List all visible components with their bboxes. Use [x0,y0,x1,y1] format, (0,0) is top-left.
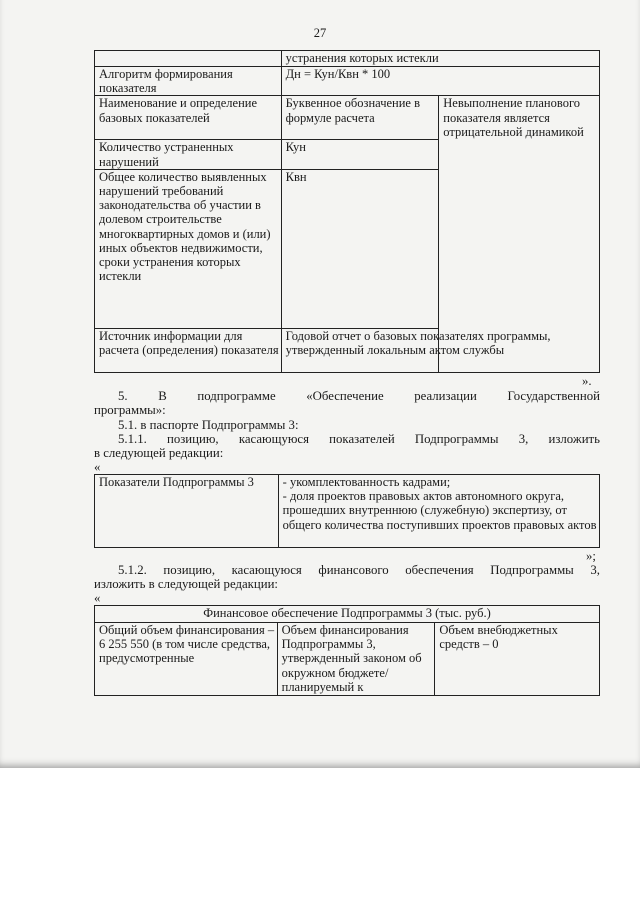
cell-total-financing: Общий объем финансирования – 6 255 550 (в том числе средства, предусмотренные [95,623,278,696]
cell-source-label: Источник информации для расчета (определения) показателя [95,328,282,372]
cell-extrabudget: Объем внебюджетных средств – 0 [435,623,600,696]
financing-table [94,605,600,696]
cell-indicators-label: Показатели Подпрограммы 3 [95,475,279,548]
paragraph-5-1: 5.1. в паспорте Подпрограммы 3: [118,418,299,432]
cell-count-label: Количество устраненных нарушений [95,140,282,169]
cell-empty [95,51,282,67]
indicators-table [94,474,600,548]
cell-count-code: Кун [281,140,439,169]
indicator-item-1: - укомплектованность кадрами; [282,475,451,489]
paragraph-5-1-1-line1: 5.1.1. позицию, касающуюся показателей Подпрограммы 3, изложить [118,432,600,446]
closing-quote-2: »; [586,549,596,563]
opening-quote-2: « [94,460,101,474]
indicator-table [94,50,600,373]
cell-indicators-list [278,475,599,548]
cell-note: Невыполнение планового показателя является отрицательной динамикой [439,96,600,372]
paragraph-5-1-2-line2: изложить в следующей редакции: [94,577,278,591]
cell-source-value: Годовой отчет о базовых показателях программы, утвержденный локальным актом службы [281,328,599,372]
paragraph-5-line1: 5. В подпрограмме «Обеспечение реализации Государственной [118,389,600,403]
cell-total-code: Квн [281,169,439,328]
opening-quote-3: « [94,591,101,605]
paragraph-5-1-2-line1: 5.1.2. позицию, касающуюся финансового обеспечения Подпрограммы 3, [118,563,600,577]
cell-approved-financing: Объем финансирования Подпрограммы 3, утвержденный законом об окружном бюджете/ планируемый к [277,623,435,696]
paragraph-5-1-1-line2: в следующей редакции: [94,446,224,460]
cell-algo-formula: Дн = Кун/Квн * 100 [281,67,599,96]
cell-total-label: Общее количество выявленных нарушений требований законодательства об участии в долевом строительстве многоквартирных домов и (или) иных объектов недвижимости, сроки устранения которых истекли [95,169,282,328]
paragraph-5-line2: программы»: [94,403,166,417]
cell-financing-header: Финансовое обеспечение Подпрограммы 3 (тыс. руб.) [95,606,600,623]
indicator-item-2: - доля проектов правовых актов автономного округа, прошедших внутреннюю (служебную) экспертизу, от общего количества поступивших проектов правовых актов [282,489,597,532]
cell-name-label: Наименование и определение базовых показателей [95,96,282,140]
cell-continuation: устранения которых истекли [281,51,599,67]
cell-algo-label: Алгоритм формирования показателя [95,67,282,96]
cell-letter-label: Буквенное обозначение в формуле расчета [281,96,439,140]
closing-quote-1: ». [582,374,592,388]
page-number: 27 [313,26,327,40]
